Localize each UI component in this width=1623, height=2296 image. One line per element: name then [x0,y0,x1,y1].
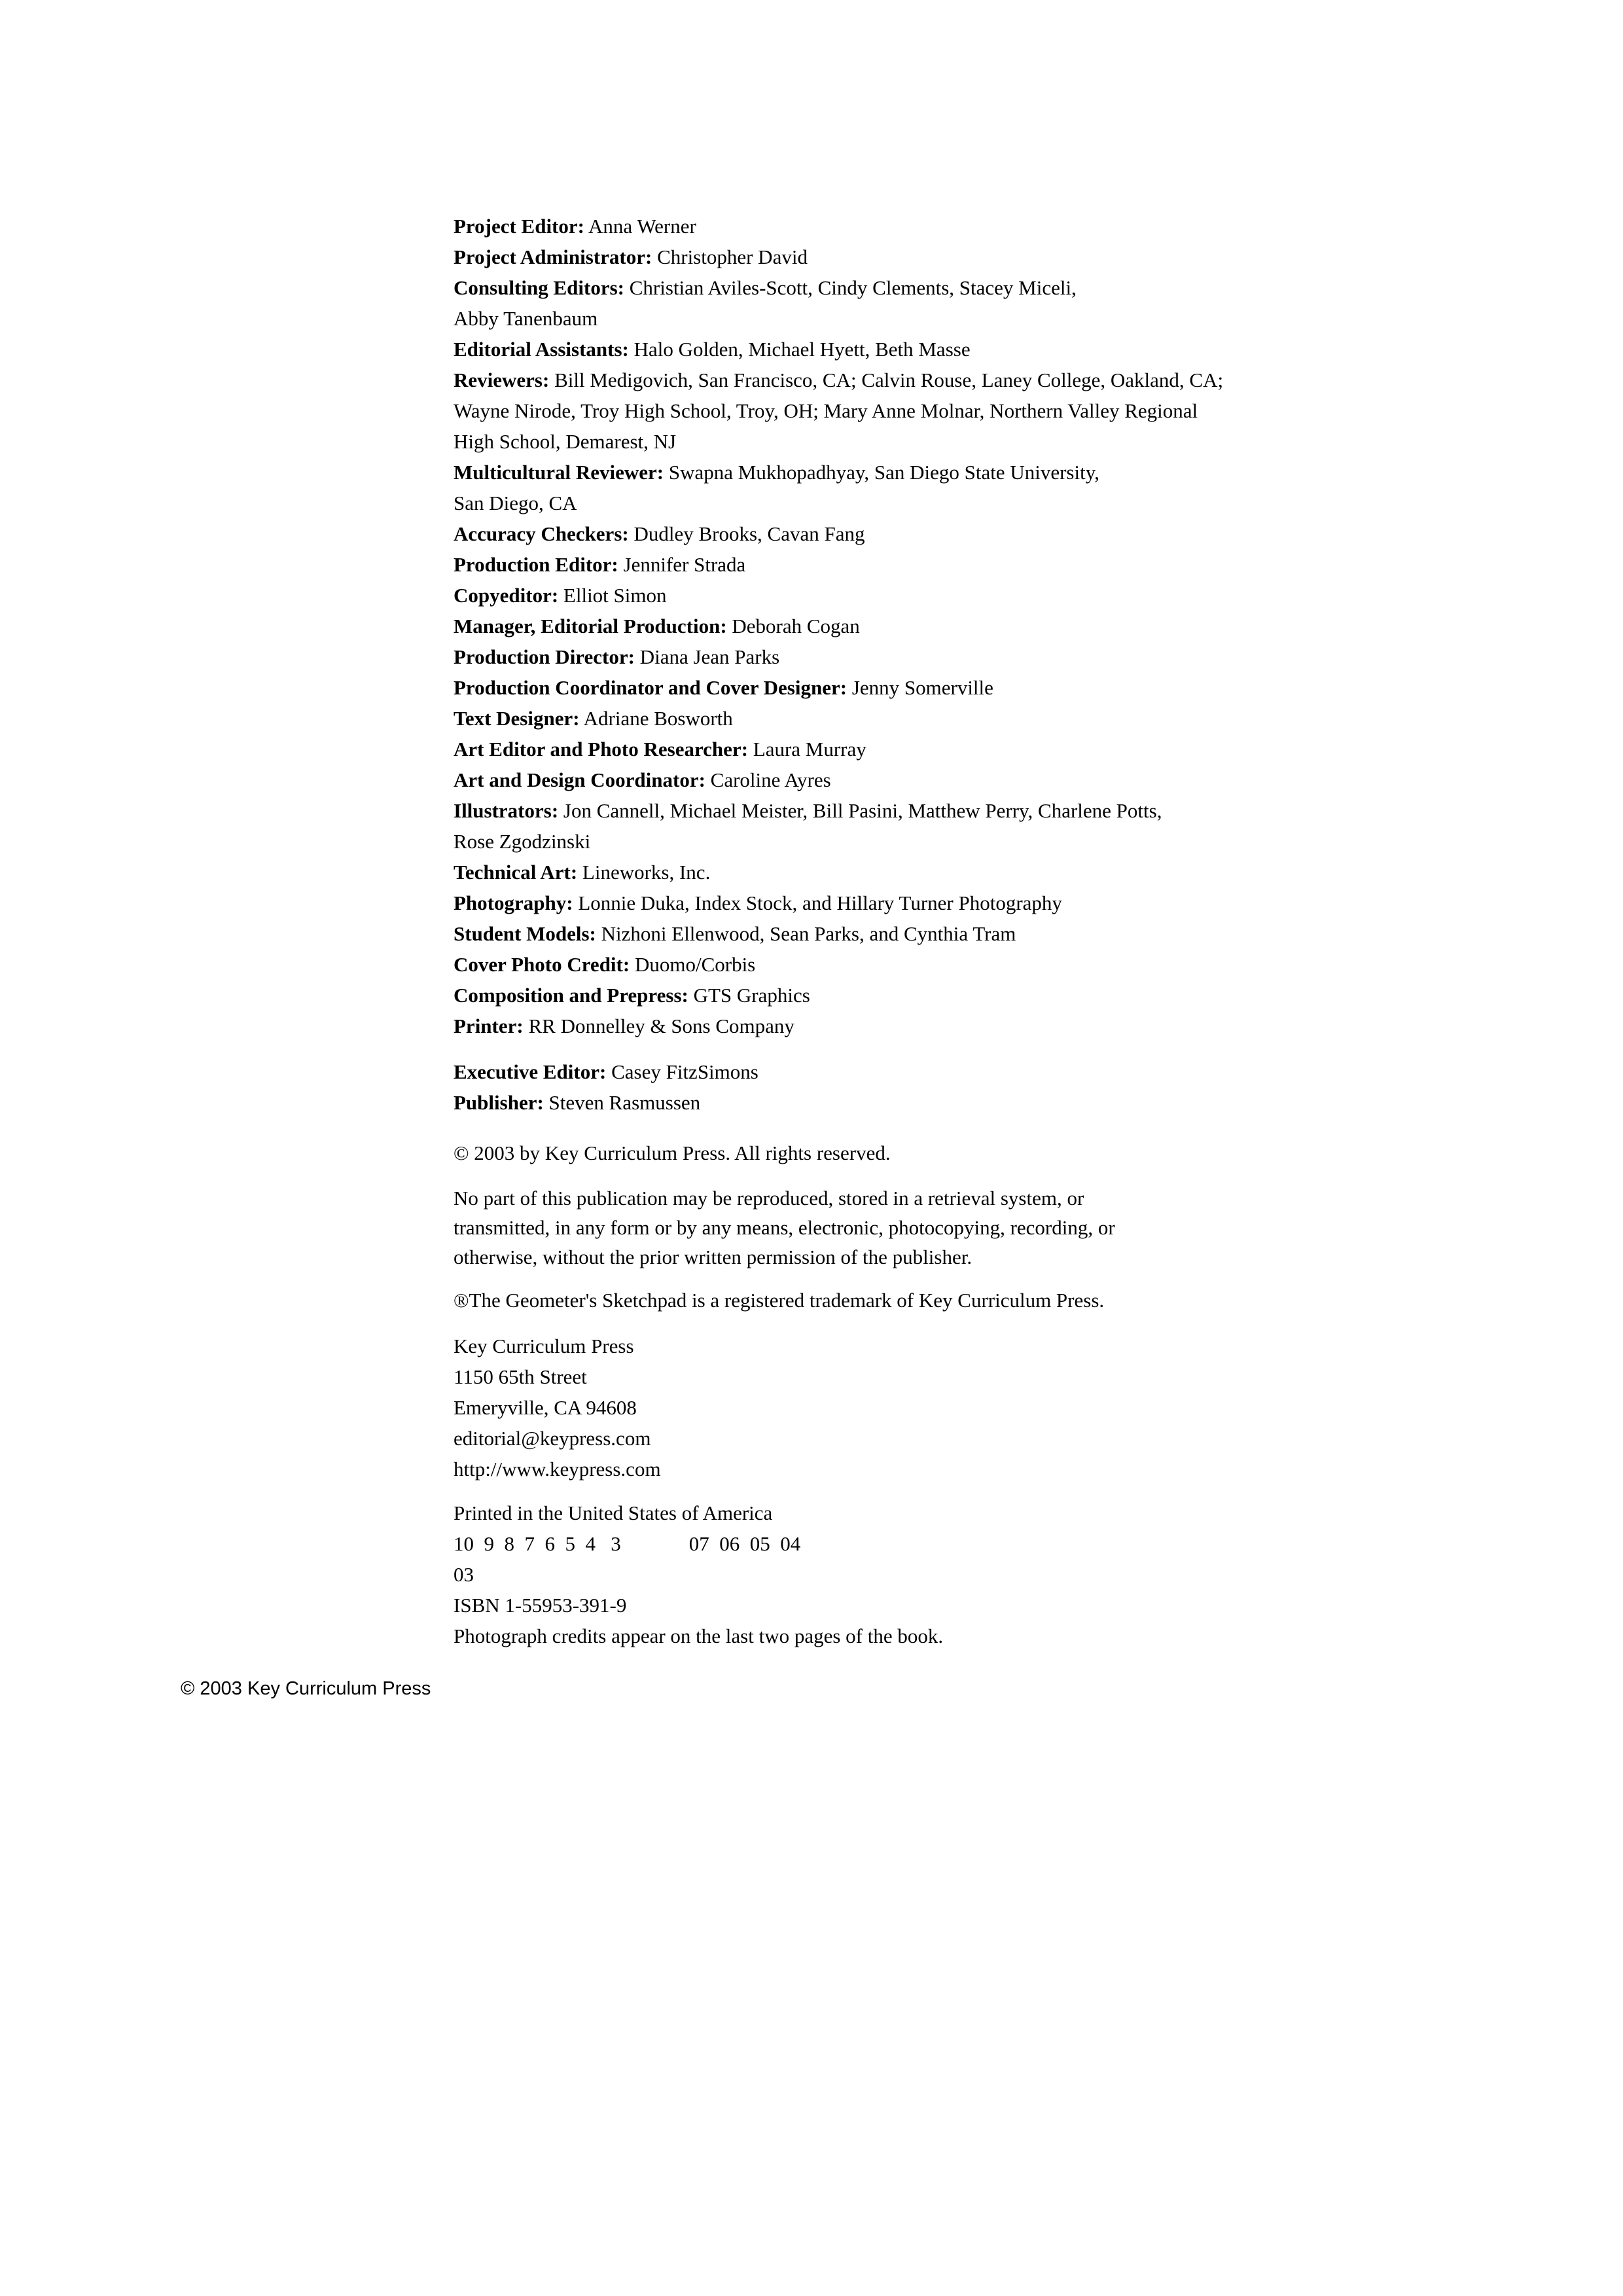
credit-label: Production Director: [454,645,635,668]
credit-label: Multicultural Reviewer: [454,461,664,484]
credit-line [454,211,1304,242]
credit-label: Consulting Editors: [454,276,624,299]
credit-value: Bill Medigovich, San Francisco, CA; Calvin Rouse, Laney College, Oakland, CA; [549,368,1224,391]
credit-value: Halo Golden, Michael Hyett, Beth Masse [628,338,971,361]
year-numbers-cont: 03 [454,1563,474,1586]
credit-label: Production Editor: [454,553,618,576]
credits-list [454,211,1304,1041]
credit-label: Printer: [454,1014,524,1037]
rights-line: No part of this publication may be reproduced, stored in a retrieval system, or [454,1187,1084,1210]
credit-label: Editorial Assistants: [454,338,629,361]
credit-label: Accuracy Checkers: [454,522,629,545]
credit-line [454,888,1304,918]
print-line-numbers [454,1528,1304,1559]
credit-line [454,703,1304,734]
credit-value: Laura Murray [748,738,866,761]
credit-value: Christopher David [652,245,808,268]
colophon [454,211,1304,1651]
credit-line [454,457,1304,488]
credit-line [454,518,1304,549]
credit-label: Art and Design Coordinator: [454,768,705,791]
year-numbers: 07 06 05 04 [688,1532,801,1555]
credit-label: Student Models: [454,922,596,945]
credit-value: GTS Graphics [688,984,810,1007]
credit-continuation: High School, Demarest, NJ [454,430,677,453]
credit-label: Cover Photo Credit: [454,953,630,976]
credit-line [454,764,1304,795]
credit-label: Executive Editor: [454,1060,607,1083]
address-line: 1150 65th Street [454,1365,587,1388]
rights-line: otherwise, without the prior written permission of the publisher. [454,1246,972,1268]
address-line: Emeryville, CA 94608 [454,1396,637,1419]
credit-value: Lonnie Duka, Index Stock, and Hillary Turner Photography [573,891,1062,914]
credit-line [454,611,1304,641]
credit-value: Christian Aviles-Scott, Cindy Clements, Stacey Miceli, [624,276,1077,299]
print-numbers: 10 9 8 7 6 5 4 3 [454,1532,621,1555]
credit-line [454,580,1304,611]
credit-line [454,672,1304,703]
credit-label: Copyeditor: [454,584,559,607]
credit-value: RR Donnelley & Sons Company [523,1014,794,1037]
credit-line [454,1087,1304,1118]
credit-value: Caroline Ayres [705,768,831,791]
trademark-line: ®The Geometer's Sketchpad is a registered trademark of Key Curriculum Press. [454,1289,1105,1312]
credit-line [454,857,1304,888]
credit-line [454,1011,1304,1041]
credit-continuation: Wayne Nirode, Troy High School, Troy, OH; Mary Anne Molnar, Northern Valley Regional [454,399,1198,422]
credit-label: Text Designer: [454,707,580,730]
credit-value: Jennifer Strada [618,553,746,576]
credit-value: Deborah Cogan [726,615,860,637]
credit-label: Photography: [454,891,573,914]
credit-value: Dudley Brooks, Cavan Fang [628,522,865,545]
credit-value: Duomo/Corbis [630,953,756,976]
credit-line [454,334,1304,365]
publisher-address [454,1331,1304,1484]
credit-label: Art Editor and Photo Researcher: [454,738,749,761]
credit-value: Jon Cannell, Michael Meister, Bill Pasini, Matthew Perry, Charlene Potts, [558,799,1162,822]
credit-label: Illustrators: [454,799,559,822]
isbn: ISBN 1-55953-391-9 [454,1594,627,1617]
credit-value: Lineworks, Inc. [577,861,711,884]
credit-continuation: San Diego, CA [454,492,577,514]
credit-value: Casey FitzSimons [606,1060,758,1083]
credit-value: Diana Jean Parks [634,645,780,668]
credit-line [454,641,1304,672]
credit-line [454,918,1304,949]
credit-value: Elliot Simon [558,584,667,607]
credit-continuation: Abby Tanenbaum [454,307,598,330]
credit-value: Anna Werner [584,215,696,238]
credit-line [454,242,1304,272]
credit-value: Steven Rasmussen [543,1091,701,1114]
credit-line [454,949,1304,980]
credit-line [454,1056,1304,1087]
credit-line [454,980,1304,1011]
credit-value: Nizhoni Ellenwood, Sean Parks, and Cynthia Tram [596,922,1016,945]
credit-label: Composition and Prepress: [454,984,688,1007]
credit-value: Adriane Bosworth [579,707,733,730]
credit-label: Publisher: [454,1091,544,1114]
credit-line [454,795,1304,826]
credit-continuation: Rose Zgodzinski [454,830,591,853]
executive-credits [454,1056,1304,1118]
credit-line [454,365,1304,395]
credit-label: Project Editor: [454,215,584,238]
credit-value: Jenny Somerville [847,676,993,699]
printing-info [454,1498,1304,1651]
credit-label: Technical Art: [454,861,578,884]
credit-label: Project Administrator: [454,245,652,268]
photo-credits-note: Photograph credits appear on the last two pages of the book. [454,1624,944,1647]
rights-notice [454,1183,1304,1272]
page-footer: © 2003 Key Curriculum Press [181,1678,431,1699]
credit-label: Production Coordinator and Cover Designer: [454,676,847,699]
copyright-line: © 2003 by Key Curriculum Press. All rights reserved. [454,1141,891,1164]
printed-in: Printed in the United States of America [454,1501,773,1524]
credit-line [454,549,1304,580]
address-email: editorial@keypress.com [454,1427,651,1450]
credit-line [454,734,1304,764]
credit-label: Reviewers: [454,368,550,391]
credit-label: Manager, Editorial Production: [454,615,727,637]
address-line: Key Curriculum Press [454,1335,634,1357]
address-website: http://www.keypress.com [454,1458,661,1480]
rights-line: transmitted, in any form or by any means, electronic, photocopying, recording, or [454,1216,1115,1239]
credit-value: Swapna Mukhopadhyay, San Diego State University, [664,461,1099,484]
credit-line [454,272,1304,303]
